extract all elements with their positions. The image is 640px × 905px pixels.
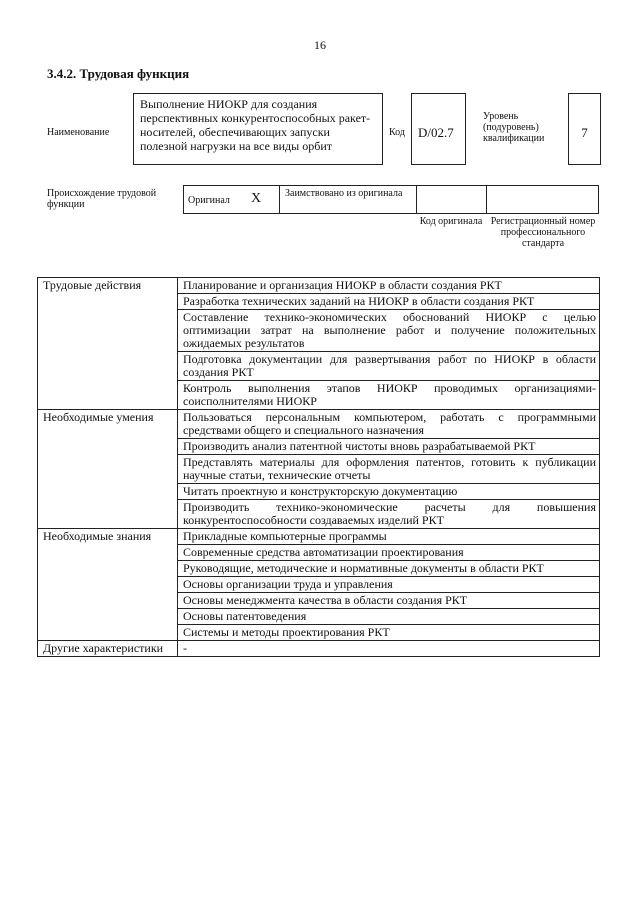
table-cell: Системы и методы проектирования РКТ bbox=[178, 625, 600, 641]
qualification-level-label: Уровень (подуровень) квалификации bbox=[483, 111, 545, 144]
function-name-value: Выполнение НИОКР для создания перспективных конкурентоспособных ракет-носителей, обеспечивающих запуски полезной нагрузки на все виды орбит bbox=[140, 97, 371, 153]
function-details-table bbox=[37, 277, 600, 657]
borrowed-label: Заимствовано из оригинала bbox=[285, 188, 403, 199]
table-row bbox=[38, 641, 600, 657]
function-name-box bbox=[133, 93, 383, 165]
table-cell: Руководящие, методические и нормативные документы в области РКТ bbox=[178, 561, 600, 577]
code-original-label: Код оригинала bbox=[419, 216, 483, 227]
qualification-level-box bbox=[568, 93, 601, 165]
origin-label: Происхождение трудовой функции bbox=[47, 188, 157, 210]
table-cell: Составление технико-экономических обоснований НИОКР с целью оптимизации затрат на выполнение работ и получение положительных ожидаемых результатов bbox=[178, 310, 600, 352]
origin-cell-code bbox=[417, 186, 487, 213]
section-label: Трудовые действия bbox=[38, 278, 178, 410]
table-cell: Прикладные компьютерные программы bbox=[178, 529, 600, 545]
qualification-level-value: 7 bbox=[581, 125, 588, 140]
table-cell: Основы менеджмента качества в области создания РКТ bbox=[178, 593, 600, 609]
table-cell: Контроль выполнения этапов НИОКР проводимых организациями-соисполнителями НИОКР bbox=[178, 381, 600, 410]
table-cell: - bbox=[178, 641, 600, 657]
code-value: D/02.7 bbox=[418, 125, 454, 140]
section-title: 3.4.2. Трудовая функция bbox=[47, 66, 190, 81]
table-cell: Производить анализ патентной чистоты вновь разрабатываемой РКТ bbox=[178, 439, 600, 455]
code-label: Код bbox=[389, 127, 405, 138]
table-cell: Основы патентоведения bbox=[178, 609, 600, 625]
original-mark: X bbox=[251, 191, 262, 206]
table-cell: Современные средства автоматизации проектирования bbox=[178, 545, 600, 561]
table-row bbox=[38, 410, 600, 439]
section-label: Необходимые умения bbox=[38, 410, 178, 529]
table-cell: Планирование и организация НИОКР в области создания РКТ bbox=[178, 278, 600, 294]
table-cell: Основы организации труда и управления bbox=[178, 577, 600, 593]
table-cell: Читать проектную и конструкторскую документацию bbox=[178, 484, 600, 500]
code-box bbox=[411, 93, 466, 165]
section-label: Другие характеристики bbox=[38, 641, 178, 657]
table-row bbox=[38, 278, 600, 294]
table-cell: Подготовка документации для развертывания работ по НИОКР в области создания РКТ bbox=[178, 352, 600, 381]
table-cell: Разработка технических заданий на НИОКР в области создания РКТ bbox=[178, 294, 600, 310]
table-cell: Представлять материалы для оформления патентов, готовить к публикации научные статьи, технические отчеты bbox=[178, 455, 600, 484]
table-row bbox=[38, 529, 600, 545]
reg-number-label: Регистрационный номер профессионального стандарта bbox=[490, 216, 596, 249]
page-number: 16 bbox=[314, 38, 326, 52]
original-label: Оригинал bbox=[188, 195, 230, 206]
section-label: Необходимые знания bbox=[38, 529, 178, 641]
table-cell: Производить технико-экономические расчеты для повышения конкурентоспособности создаваемых изделий РКТ bbox=[178, 500, 600, 529]
name-label: Наименование bbox=[47, 127, 110, 138]
table-cell: Пользоваться персональным компьютером, работать с программными средствами общего и специального назначения bbox=[178, 410, 600, 439]
